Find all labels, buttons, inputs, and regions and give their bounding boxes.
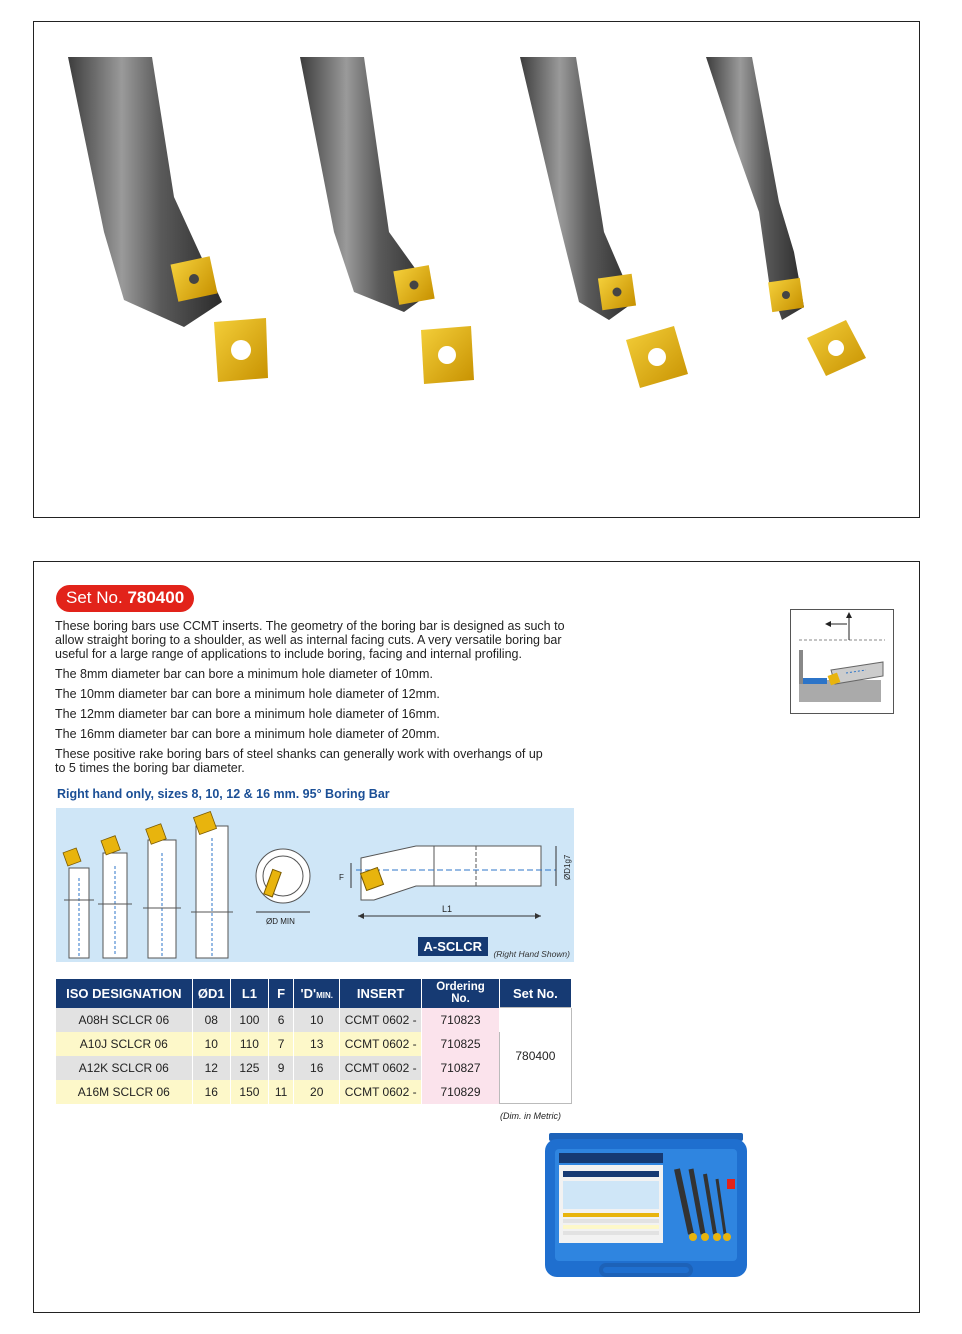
dim-min-label: ØD MIN bbox=[266, 917, 295, 926]
insert-1 bbox=[214, 318, 268, 382]
header-iso: ISO DESIGNATION bbox=[56, 979, 192, 1008]
header-d-min-sub: MIN. bbox=[316, 990, 333, 1000]
cell-ordering-no: 710827 bbox=[422, 1056, 500, 1080]
product-photo-panel bbox=[33, 21, 920, 518]
table-row bbox=[56, 1032, 572, 1056]
cell-iso: A12K SCLCR 06 bbox=[56, 1056, 192, 1080]
side-view-drawing bbox=[339, 846, 572, 919]
diagram-note: (Right Hand Shown) bbox=[493, 949, 570, 959]
table-row bbox=[56, 1056, 572, 1080]
dim-d1-label: ØD1g7 bbox=[563, 854, 572, 880]
set-number-badge bbox=[56, 585, 194, 612]
carry-case-image bbox=[541, 1129, 751, 1284]
dim-f-label: F bbox=[339, 873, 344, 882]
cell-insert: CCMT 0602 - bbox=[340, 1080, 422, 1104]
specification-table bbox=[56, 979, 572, 1104]
cell-insert: CCMT 0602 - bbox=[340, 1032, 422, 1056]
boring-bar-10mm bbox=[520, 57, 636, 320]
cell-d: 20 bbox=[294, 1080, 340, 1104]
table-header-row bbox=[56, 979, 572, 1008]
description-overhang: These positive rake boring bars of steel shanks can generally work with overhangs of up to 5 times the boring bar diameter. bbox=[55, 747, 543, 775]
set-number-prefix: Set No. bbox=[66, 588, 123, 607]
table-row bbox=[56, 1008, 572, 1032]
cell-l1: 110 bbox=[230, 1032, 268, 1056]
header-f: F bbox=[268, 979, 293, 1008]
boring-bar-8mm bbox=[706, 57, 804, 320]
cell-ordering-no: 710825 bbox=[422, 1032, 500, 1056]
cell-set-no: 780400 bbox=[499, 1008, 571, 1104]
cell-iso: A16M SCLCR 06 bbox=[56, 1080, 192, 1104]
boring-schematic bbox=[790, 609, 894, 714]
header-d1: ØD1 bbox=[192, 979, 230, 1008]
cell-d1: 10 bbox=[192, 1032, 230, 1056]
cell-d1: 12 bbox=[192, 1056, 230, 1080]
header-ordering-no: Ordering No. bbox=[422, 979, 500, 1008]
description-8mm: The 8mm diameter bar can bore a minimum hole diameter of 10mm. bbox=[55, 667, 433, 681]
cell-f: 6 bbox=[268, 1008, 293, 1032]
technical-diagram bbox=[56, 808, 574, 962]
cell-insert: CCMT 0602 - bbox=[340, 1008, 422, 1032]
dimension-note: (Dim. in Metric) bbox=[500, 1111, 561, 1121]
bar-sizes-drawing bbox=[64, 826, 233, 958]
header-insert: INSERT bbox=[340, 979, 422, 1008]
dim-l1-label: L1 bbox=[442, 904, 453, 914]
table-row bbox=[56, 1080, 572, 1104]
cell-d: 13 bbox=[294, 1032, 340, 1056]
cell-l1: 125 bbox=[230, 1056, 268, 1080]
diagram-type-label: A-SCLCR bbox=[418, 937, 489, 956]
cell-f: 11 bbox=[268, 1080, 293, 1104]
set-number-value: 780400 bbox=[127, 588, 185, 607]
cell-l1: 150 bbox=[230, 1080, 268, 1104]
header-l1: L1 bbox=[230, 979, 268, 1008]
insert-2 bbox=[421, 326, 474, 384]
cell-ordering-no: 710829 bbox=[422, 1080, 500, 1104]
subheading: Right hand only, sizes 8, 10, 12 & 16 mm. 95° Boring Bar bbox=[57, 787, 390, 801]
header-d-min bbox=[294, 979, 340, 1008]
boring-bar-12mm bbox=[300, 57, 435, 312]
boring-bars-illustration bbox=[34, 22, 918, 516]
description-16mm: The 16mm diameter bar can bore a minimum hole diameter of 20mm. bbox=[55, 727, 440, 741]
cell-f: 7 bbox=[268, 1032, 293, 1056]
description-12mm: The 12mm diameter bar can bore a minimum hole diameter of 16mm. bbox=[55, 707, 440, 721]
cell-d1: 16 bbox=[192, 1080, 230, 1104]
header-set-no: Set No. bbox=[499, 979, 571, 1008]
cell-f: 9 bbox=[268, 1056, 293, 1080]
end-view-drawing bbox=[256, 849, 310, 926]
cell-ordering-no: 710823 bbox=[422, 1008, 500, 1032]
cell-d: 10 bbox=[294, 1008, 340, 1032]
description-10mm: The 10mm diameter bar can bore a minimum hole diameter of 12mm. bbox=[55, 687, 440, 701]
boring-bar-16mm bbox=[68, 57, 222, 327]
specification-panel bbox=[33, 561, 920, 1313]
cell-l1: 100 bbox=[230, 1008, 268, 1032]
cell-iso: A10J SCLCR 06 bbox=[56, 1032, 192, 1056]
cell-d1: 08 bbox=[192, 1008, 230, 1032]
header-d-label: 'D' bbox=[300, 985, 317, 1001]
insert-4 bbox=[807, 320, 866, 376]
cell-d: 16 bbox=[294, 1056, 340, 1080]
cell-iso: A08H SCLCR 06 bbox=[56, 1008, 192, 1032]
insert-3 bbox=[626, 326, 688, 388]
description-intro: These boring bars use CCMT inserts. The geometry of the boring bar is designed as such to allow straight boring to a shoulder, as well as internal facing cuts. A very versatile boring bar useful for a large range of applications to include boring, facing and internal profiling. bbox=[55, 619, 565, 661]
cell-insert: CCMT 0602 - bbox=[340, 1056, 422, 1080]
